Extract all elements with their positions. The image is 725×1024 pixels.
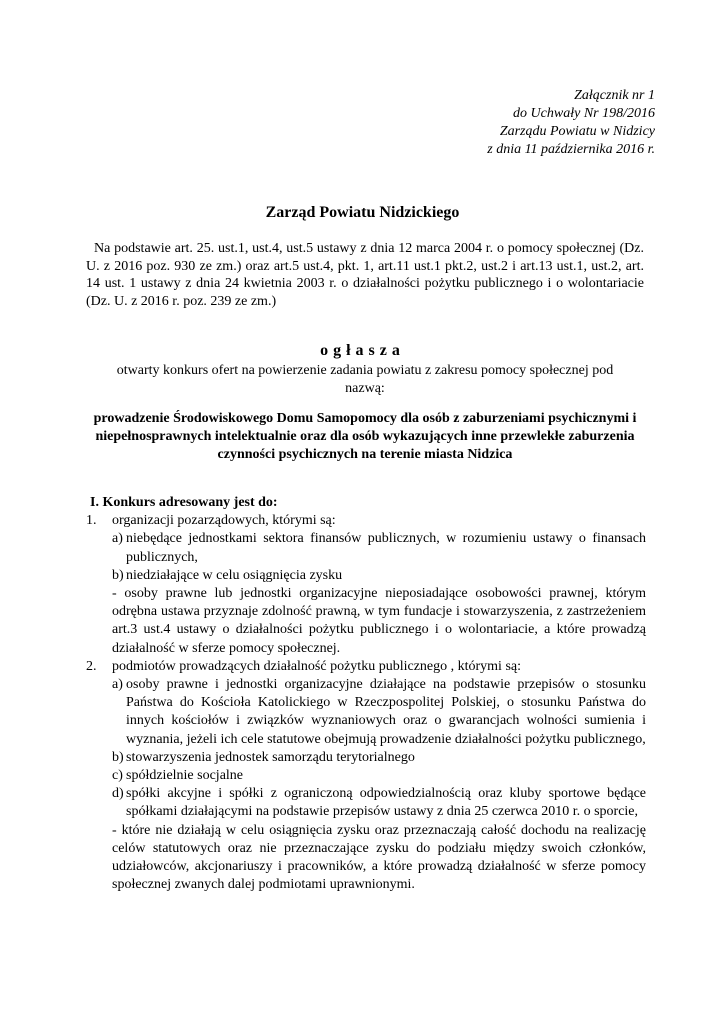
sub-item-text: spółki akcyjne i spółki z ograniczoną odpowiedzialnością oraz kluby sportowe będące spółkami działającymi na podstawie przepisów ustawy z dnia 25 czerwca 2010 r. o sporcie, [126, 786, 646, 820]
item-2-note: - które nie działają w celu osiągnięcia zysku oraz przeznaczają całość dochodu na realizację celów statutowych oraz nie przeznaczające zysku do podziału między swoich członków, udziałowców, akcjonariuszy i pracowników, a które prowadzą działalność w sferze pomocy społecznej zwanych dalej podmiotami uprawnionymi. [112, 822, 646, 893]
sub-item-text: niedziałające w celu osiągnięcia zysku [126, 567, 343, 583]
annex-line-1: Załącznik nr 1 [574, 88, 655, 103]
sub-item-2c [86, 767, 646, 785]
sub-item-letter: b) [112, 567, 124, 583]
sub-item-2b [86, 749, 646, 767]
list-item-text: podmiotów prowadzących działalność pożytku publicznego , którymi są: [112, 658, 522, 674]
list-item-1 [86, 512, 646, 530]
section-heading: I. Konkurs adresowany jest do: [90, 495, 278, 510]
document-title: Zarząd Powiatu Nidzickiego [265, 204, 460, 221]
annex-line-4: z dnia 11 października 2016 r. [487, 142, 655, 157]
sub-item-letter: a) [112, 531, 123, 547]
sub-item-text: stowarzyszenia jednostek samorządu terytorialnego [126, 749, 415, 765]
sub-item-1a [86, 530, 646, 566]
list-item-number: 1. [86, 513, 97, 529]
list-item-text: organizacji pozarządowych, którymi są: [112, 513, 336, 529]
announce-subtitle: otwarty konkurs ofert na powierzenie zadania powiatu z zakresu pomocy społecznej pod nazwą: [116, 363, 614, 396]
item-1-note: - osoby prawne lub jednostki organizacyjne nieposiadające osobowości prawnej, którym odrębna ustawa przyznaje zdolność prawną, w tym fundacje i stowarzyszenia, z zastrzeżeniem art.3 ust.4 ustawy o działalności pożytku publicznego i o wolontariacie, a które prowadzą działalność w sferze pomocy społecznej. [112, 586, 646, 656]
list-item-number: 2. [86, 658, 97, 674]
annex-line-2: do Uchwały Nr 198/2016 [513, 106, 655, 121]
intro-paragraph: Na podstawie art. 25. ust.1, ust.4, ust.5 ustawy z dnia 12 marca 2004 r. o pomocy społecznej (Dz. U. z 2016 poz. 930 ze zm.) oraz art.5 ust.4, pkt. 1, art.11 ust.1 pkt.2, ust.2 i art.13 ust.1, ust.2, art. 14 ust. 1 ustawy z dnia 24 kwietnia 2003 r. o działalności pożytku publicznego i o wolontariacie (Dz. U. z 2016 r. poz. 239 ze zm.) [86, 241, 644, 309]
annex-line-3: Zarządu Powiatu w Nidzicy [499, 124, 655, 139]
sub-item-letter: d) [112, 786, 124, 802]
sub-item-text: spółdzielnie socjalne [126, 768, 244, 784]
task-name: prowadzenie Środowiskowego Domu Samopomocy dla osób z zaburzeniami psychicznymi i niepełnosprawnych intelektualnie oraz dla osób wykazujących inne przewlekłe zaburzenia czynności psychicznych na terenie miasta Nidzica [93, 411, 637, 462]
sub-item-1b [86, 567, 646, 585]
sub-item-letter: a) [112, 677, 123, 693]
sub-item-text: osoby prawne i jednostki organizacyjne działające na podstawie przepisów o stosunku Państwa do Kościoła Katolickiego w Rzeczpospolitej Polskiej, o stosunku Państwa do innych kościołów i związków wyznaniowych oraz o gwarancjach wolności sumienia i wyznania, jeżeli ich cele statutowe obejmują prowadzenie działalności pożytku publicznego, [126, 677, 646, 747]
sub-item-2d [86, 785, 646, 821]
sub-item-text: niebędące jednostkami sektora finansów publicznych, w rozumieniu ustawy o finansach publicznych, [126, 531, 646, 565]
sub-item-letter: b) [112, 749, 124, 765]
annex-header [487, 87, 655, 159]
sub-item-2a [86, 676, 646, 749]
announce-heading: ogłasza [320, 342, 405, 359]
sub-item-letter: c) [112, 768, 123, 784]
section-addressees [86, 494, 646, 894]
list-item-2 [86, 658, 646, 676]
